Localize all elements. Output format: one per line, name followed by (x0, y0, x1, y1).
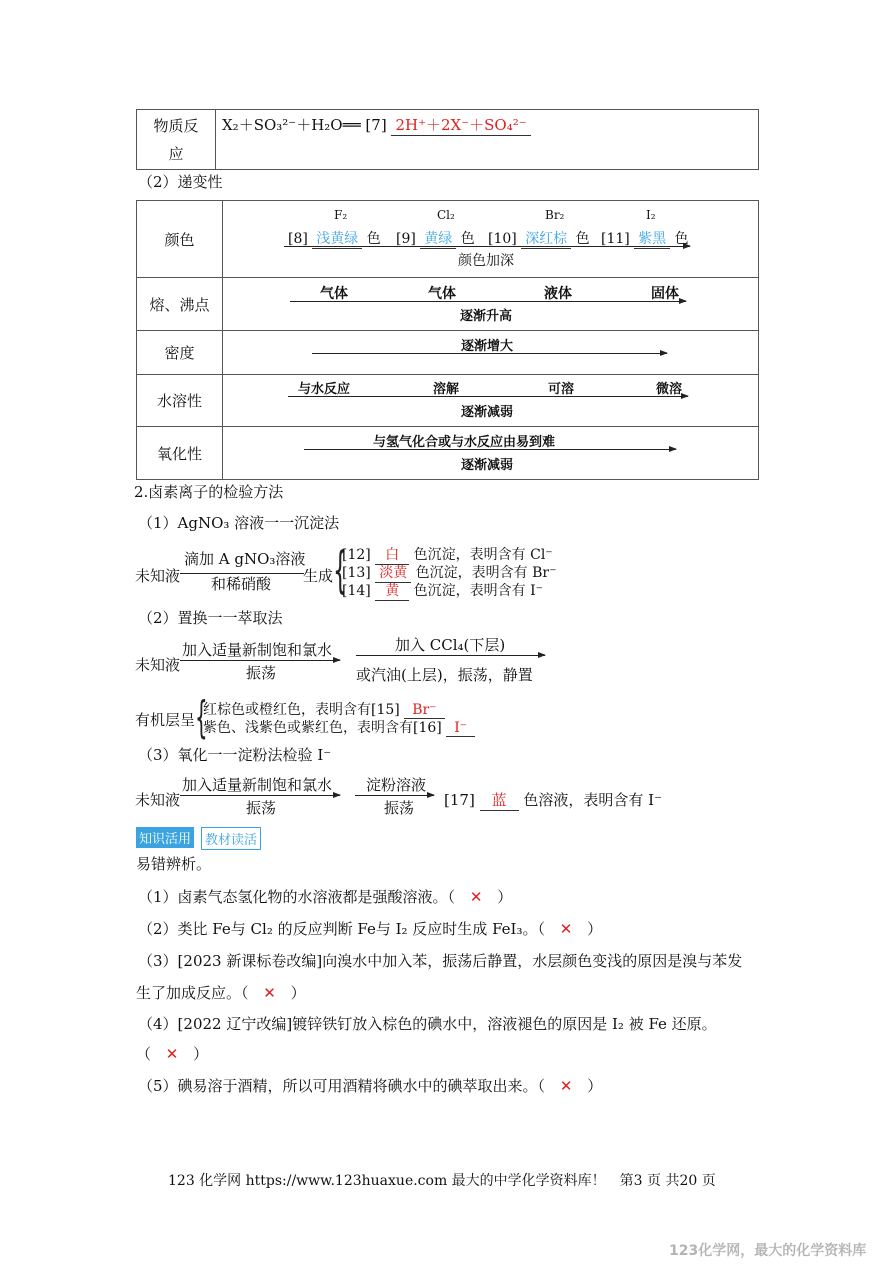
method-1-title: （1）AgNO₃ 溶液一一沉淀法 (138, 514, 340, 532)
m2-result-prefix: 有机层呈 (135, 711, 196, 729)
q2-text: （2）类比 Fe与 Cl₂ 的反应判断 Fe与 I₂ 反应时生成 FeI₃。（ (138, 920, 545, 938)
q3-text-2: 生了加成反应。（ (136, 984, 249, 1002)
q3-text: 向溴水中加入苯，振荡后静置，水层颜色变浅的原因是溴与苯发 (322, 952, 743, 970)
q1-close: ） (497, 888, 513, 906)
color-arrow (284, 246, 690, 247)
element-br2: Br₂ (545, 208, 565, 222)
density-trend: 逐渐增大 (461, 339, 514, 354)
answer-16: I⁻ (446, 720, 475, 737)
mp-arrow (290, 301, 686, 302)
m3-tail: 色溶液，表明含有 I⁻ (523, 791, 662, 809)
blank-11: [11] (601, 231, 630, 247)
answer-15: Br⁻ (404, 702, 444, 719)
m2-below1: 振荡 (246, 664, 277, 682)
page-footer: 123 化学网 https://www.123huaxue.com 最大的中学化学资料库！ 第3 页 共20 页 (168, 1173, 716, 1189)
m3-result (444, 789, 662, 811)
reaction-row-table (136, 109, 759, 170)
reaction-answer: 2H⁺＋2X⁻＋SO₄²⁻ (391, 114, 530, 136)
m2-start: 未知液 (135, 656, 181, 674)
color-label: 颜色 (137, 201, 223, 278)
q2-close: ） (587, 920, 603, 938)
answer-9: 黄绿 (420, 228, 456, 249)
m2-arrow2 (356, 655, 545, 656)
m1-text-3: 色沉淀，表明含有 I⁻ (413, 583, 544, 599)
ox-arrow (304, 449, 676, 450)
q4-mark: ✕ (165, 1045, 179, 1063)
method-3-title: （3）氧化一一淀粉法检验 I⁻ (138, 746, 332, 764)
quiz-q5 (138, 1075, 602, 1096)
q2-mark: ✕ (559, 920, 573, 938)
suffix-8: 色 (366, 231, 381, 247)
reaction-lhs: X₂＋SO₃²⁻＋H₂O══ [7] (222, 116, 387, 134)
m1-brace: { (333, 541, 348, 599)
density-arrow (312, 353, 667, 354)
q3-source: [2023 新课标卷改编] (177, 952, 323, 970)
m2-above2: 加入 CCl₄(下层) (395, 636, 506, 654)
q5-mark: ✕ (559, 1077, 573, 1095)
answer-8: 浅黄绿 (312, 228, 362, 249)
tag-knowledge: 知识活用 (136, 827, 194, 848)
m1-item-3 (342, 580, 543, 601)
solubility-label: 水溶性 (137, 375, 223, 427)
element-cl2: Cl₂ (437, 208, 455, 222)
m2-arrow1 (180, 660, 340, 661)
mp-state-3: 液体 (544, 286, 572, 302)
answer-12: 白 (375, 544, 409, 565)
q3-mark: ✕ (263, 984, 276, 1002)
quiz-q2 (138, 918, 602, 939)
m3-start: 未知液 (135, 791, 181, 809)
blank-8: [8] (288, 231, 308, 247)
m3-below1: 振荡 (246, 799, 277, 817)
q1-text: （1）卤素气态氢化物的水溶液都是强酸溶液。（ (138, 888, 456, 906)
m3-above1: 加入适量新制饱和氯水 (182, 776, 333, 794)
m1-above: 滴加 A gNO₃溶液 (184, 550, 306, 568)
suffix-11: 色 (674, 231, 689, 247)
m2-brace: { (195, 692, 208, 743)
m1-text-1: 色沉淀，表明含有 Cl⁻ (413, 547, 553, 563)
oxidation-label: 氧化性 (137, 427, 223, 480)
mp-state-2: 气体 (428, 286, 456, 302)
quiz-q3-line2 (136, 982, 306, 1003)
q5-text: （5）碘易溶于酒精，所以可用酒精将碘水中的碘萃取出来。（ (138, 1077, 546, 1095)
m1-text-2: 色沉淀，表明含有 Br⁻ (415, 565, 557, 581)
row-label-line1: 物质反 (153, 116, 199, 135)
blank-12: [12] (342, 547, 371, 563)
answer-14: 黄 (375, 580, 409, 601)
q3-close: ） (290, 984, 306, 1002)
suffix-9: 色 (460, 231, 475, 247)
sol-trend: 逐渐减弱 (461, 405, 514, 420)
q5-close: ） (587, 1077, 603, 1095)
blank-10: [10] (488, 231, 517, 247)
element-f2: F₂ (334, 208, 348, 222)
m2-line-1 (203, 699, 445, 719)
m1-below: 和稀硝酸 (211, 575, 272, 593)
color-trend: 颜色加深 (458, 253, 514, 269)
mp-state-4: 固体 (651, 286, 679, 302)
answer-17: 蓝 (480, 789, 519, 811)
answer-13: 淡黄 (375, 562, 411, 583)
m3-arrow1 (180, 795, 340, 796)
answer-11: 紫黑 (634, 228, 670, 249)
q4-source: [2022 辽宁改编] (177, 1015, 293, 1033)
quiz-q4-line2 (136, 1043, 208, 1064)
quiz-q4-line1 (138, 1013, 717, 1034)
m2-below2: 或汽油(上层)，振荡，静置 (356, 666, 533, 684)
blank-17: [17] (444, 791, 475, 809)
q4-num: （4） (138, 1015, 178, 1033)
m1-mid: 生成 (303, 567, 334, 585)
mp-label: 熔、沸点 (137, 278, 223, 331)
row-label (137, 110, 216, 170)
sol-state-2: 溶解 (433, 382, 460, 397)
m2-above1: 加入适量新制饱和氯水 (182, 641, 333, 659)
tag-textbook: 教材读活 (201, 827, 261, 850)
ox-trend: 逐渐减弱 (461, 458, 514, 473)
m2-line1-text: 红棕色或橙红色，表明含有[15] (203, 702, 400, 718)
m2-line2-text: 紫色、浅紫色或紫红色，表明含有[16] (203, 720, 442, 736)
blank-9: [9] (396, 231, 416, 247)
element-i2: I₂ (646, 208, 656, 222)
quiz-q3-line1 (138, 950, 742, 971)
mp-state-1: 气体 (320, 286, 348, 302)
density-label: 密度 (137, 331, 223, 375)
section-gradient-title: （2）递变性 (138, 173, 223, 191)
q3-num: （3） (138, 952, 178, 970)
quiz-q1 (138, 886, 512, 907)
q1-mark: ✕ (469, 888, 483, 906)
suffix-10: 色 (575, 231, 590, 247)
section-2-title: 2.卤素离子的检验方法 (134, 483, 284, 501)
q4-text-2: （ (136, 1045, 152, 1063)
m1-start: 未知液 (135, 567, 181, 585)
sol-state-3: 可溶 (548, 382, 575, 397)
method-2-title: （2）置换一一萃取法 (138, 609, 283, 627)
m3-above2: 淀粉溶液 (366, 776, 427, 794)
reaction-cell (216, 110, 759, 170)
blank-14: [14] (342, 583, 371, 599)
q4-text: 镀锌铁钉放入棕色的碘水中，溶液褪色的原因是 I₂ 被 Fe 还原。 (292, 1015, 717, 1033)
sol-state-1: 与水反应 (298, 382, 351, 397)
mp-trend: 逐渐升高 (460, 309, 513, 324)
answer-10: 深红棕 (521, 228, 571, 249)
m2-line-2 (203, 717, 475, 737)
m3-arrow2 (355, 795, 434, 796)
m3-below2: 振荡 (384, 799, 415, 817)
row-label-line2: 应 (168, 144, 184, 163)
watermark: 123化学网，最大的化学资料库 (669, 1243, 867, 1259)
ox-top: 与氢气化合或与水反应由易到难 (373, 435, 556, 450)
quiz-title: 易错辨析。 (136, 855, 212, 873)
q4-close: ） (193, 1045, 209, 1063)
sol-arrow (288, 396, 688, 397)
sol-state-4: 微溶 (656, 382, 683, 397)
blank-13: [13] (342, 565, 371, 581)
